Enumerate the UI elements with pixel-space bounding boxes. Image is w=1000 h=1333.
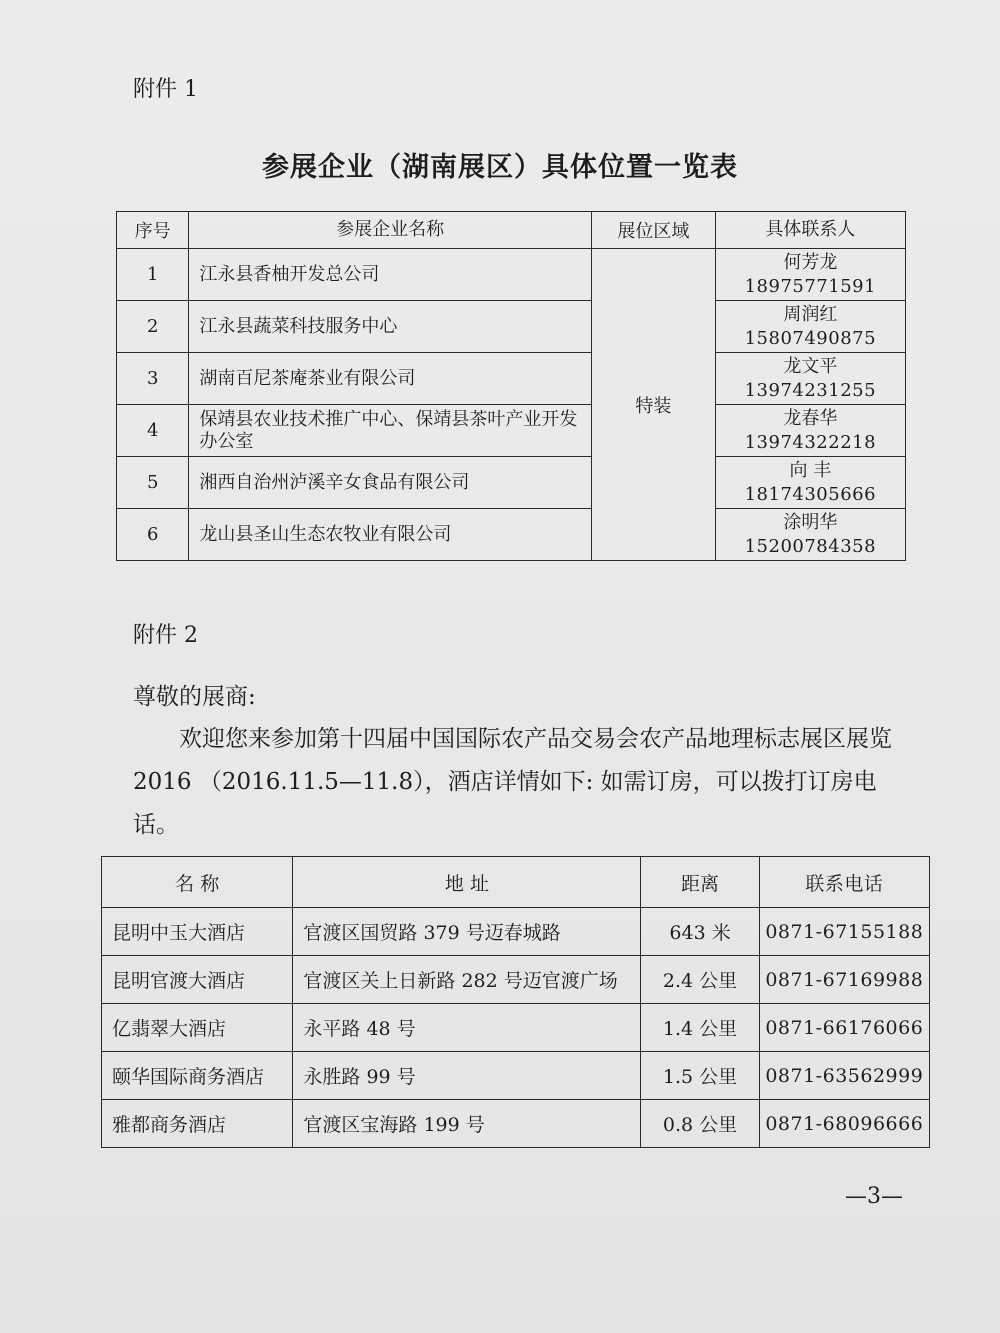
table-row [102, 1004, 930, 1052]
greeting: 尊敬的展商: [133, 684, 256, 710]
exhibitor-table [116, 211, 906, 561]
header-address: 地 址 [293, 857, 641, 908]
contact-phone: 13974322218 [744, 431, 877, 453]
table-header-row [102, 857, 930, 908]
row-company: 龙山县圣山生态农牧业有限公司 [189, 509, 592, 561]
header-index: 序号 [117, 212, 189, 249]
hotel-distance: 0.8 公里 [641, 1100, 759, 1148]
document-title: 参展企业（湖南展区）具体位置一览表 [262, 152, 738, 183]
contact-name: 向 丰 [789, 459, 832, 481]
contact-name: 龙春华 [783, 407, 838, 429]
header-company: 参展企业名称 [189, 212, 592, 249]
hotel-distance: 643 米 [641, 908, 759, 956]
contact-name: 何芳龙 [783, 251, 838, 273]
row-index: 4 [117, 405, 189, 457]
hotel-phone: 0871-67155188 [759, 908, 929, 956]
contact-phone: 18975771591 [744, 275, 877, 297]
row-index: 1 [117, 249, 189, 301]
row-index: 3 [117, 353, 189, 405]
row-company: 湘西自治州泸溪辛女食品有限公司 [189, 457, 592, 509]
row-contact [715, 353, 905, 405]
table-row [117, 457, 906, 509]
hotel-phone: 0871-63562999 [759, 1052, 929, 1100]
hotel-name: 雅都商务酒店 [102, 1100, 293, 1148]
body-paragraph: 欢迎您来参加第十四届中国国际农产品交易会农产品地理标志展区展览 2016 （2016.11.5—11.8），酒店详情如下: 如需订房，可以拨打订房电话。 [133, 726, 892, 838]
hotel-distance: 2.4 公里 [641, 956, 759, 1004]
table-row [117, 353, 906, 405]
table-row [117, 405, 906, 457]
hotel-distance: 1.5 公里 [641, 1052, 759, 1100]
header-contact: 具体联系人 [715, 212, 905, 249]
attachment-1-label: 附件 1 [133, 77, 198, 102]
header-name: 名 称 [102, 857, 293, 908]
contact-name: 周润红 [783, 303, 838, 325]
row-index: 5 [117, 457, 189, 509]
contact-phone: 15807490875 [744, 327, 877, 349]
table-row [117, 301, 906, 353]
page-number: —3— [845, 1184, 903, 1209]
hotel-address: 永胜路 99 号 [293, 1052, 641, 1100]
contact-name: 涂明华 [783, 511, 838, 533]
table-row [117, 249, 906, 301]
hotel-address: 官渡区关上日新路 282 号迈官渡广场 [293, 956, 641, 1004]
table-row [102, 1100, 930, 1148]
row-company: 江永县香柚开发总公司 [189, 249, 592, 301]
row-contact [715, 457, 905, 509]
table-row [102, 908, 930, 956]
row-index: 2 [117, 301, 189, 353]
row-company: 江永县蔬菜科技服务中心 [189, 301, 592, 353]
table-row [117, 509, 906, 561]
hotel-address: 官渡区国贸路 379 号迈春城路 [293, 908, 641, 956]
header-phone: 联系电话 [759, 857, 929, 908]
attachment-2-label: 附件 2 [133, 623, 198, 648]
row-contact [715, 249, 905, 301]
hotel-phone: 0871-67169988 [759, 956, 929, 1004]
hotel-address: 官渡区宝海路 199 号 [293, 1100, 641, 1148]
table-row [102, 1052, 930, 1100]
contact-phone: 15200784358 [744, 535, 877, 557]
hotel-table [101, 856, 930, 1148]
row-company: 湖南百尼茶庵茶业有限公司 [189, 353, 592, 405]
table-header-row [117, 212, 906, 249]
table-row [102, 956, 930, 1004]
hotel-name: 昆明中玉大酒店 [102, 908, 293, 956]
row-company: 保靖县农业技术推广中心、保靖县茶叶产业开发办公室 [189, 405, 592, 457]
header-area: 展位区域 [591, 212, 715, 249]
hotel-phone: 0871-68096666 [759, 1100, 929, 1148]
row-contact [715, 405, 905, 457]
row-contact [715, 509, 905, 561]
hotel-name: 昆明官渡大酒店 [102, 956, 293, 1004]
row-contact [715, 301, 905, 353]
hotel-name: 亿翡翠大酒店 [102, 1004, 293, 1052]
hotel-address: 永平路 48 号 [293, 1004, 641, 1052]
contact-phone: 13974231255 [744, 379, 877, 401]
row-index: 6 [117, 509, 189, 561]
hotel-distance: 1.4 公里 [641, 1004, 759, 1052]
hotel-phone: 0871-66176066 [759, 1004, 929, 1052]
contact-phone: 18174305666 [744, 483, 877, 505]
contact-name: 龙文平 [783, 355, 838, 377]
booth-area: 特装 [591, 249, 715, 561]
header-distance: 距离 [641, 857, 759, 908]
hotel-name: 颐华国际商务酒店 [102, 1052, 293, 1100]
